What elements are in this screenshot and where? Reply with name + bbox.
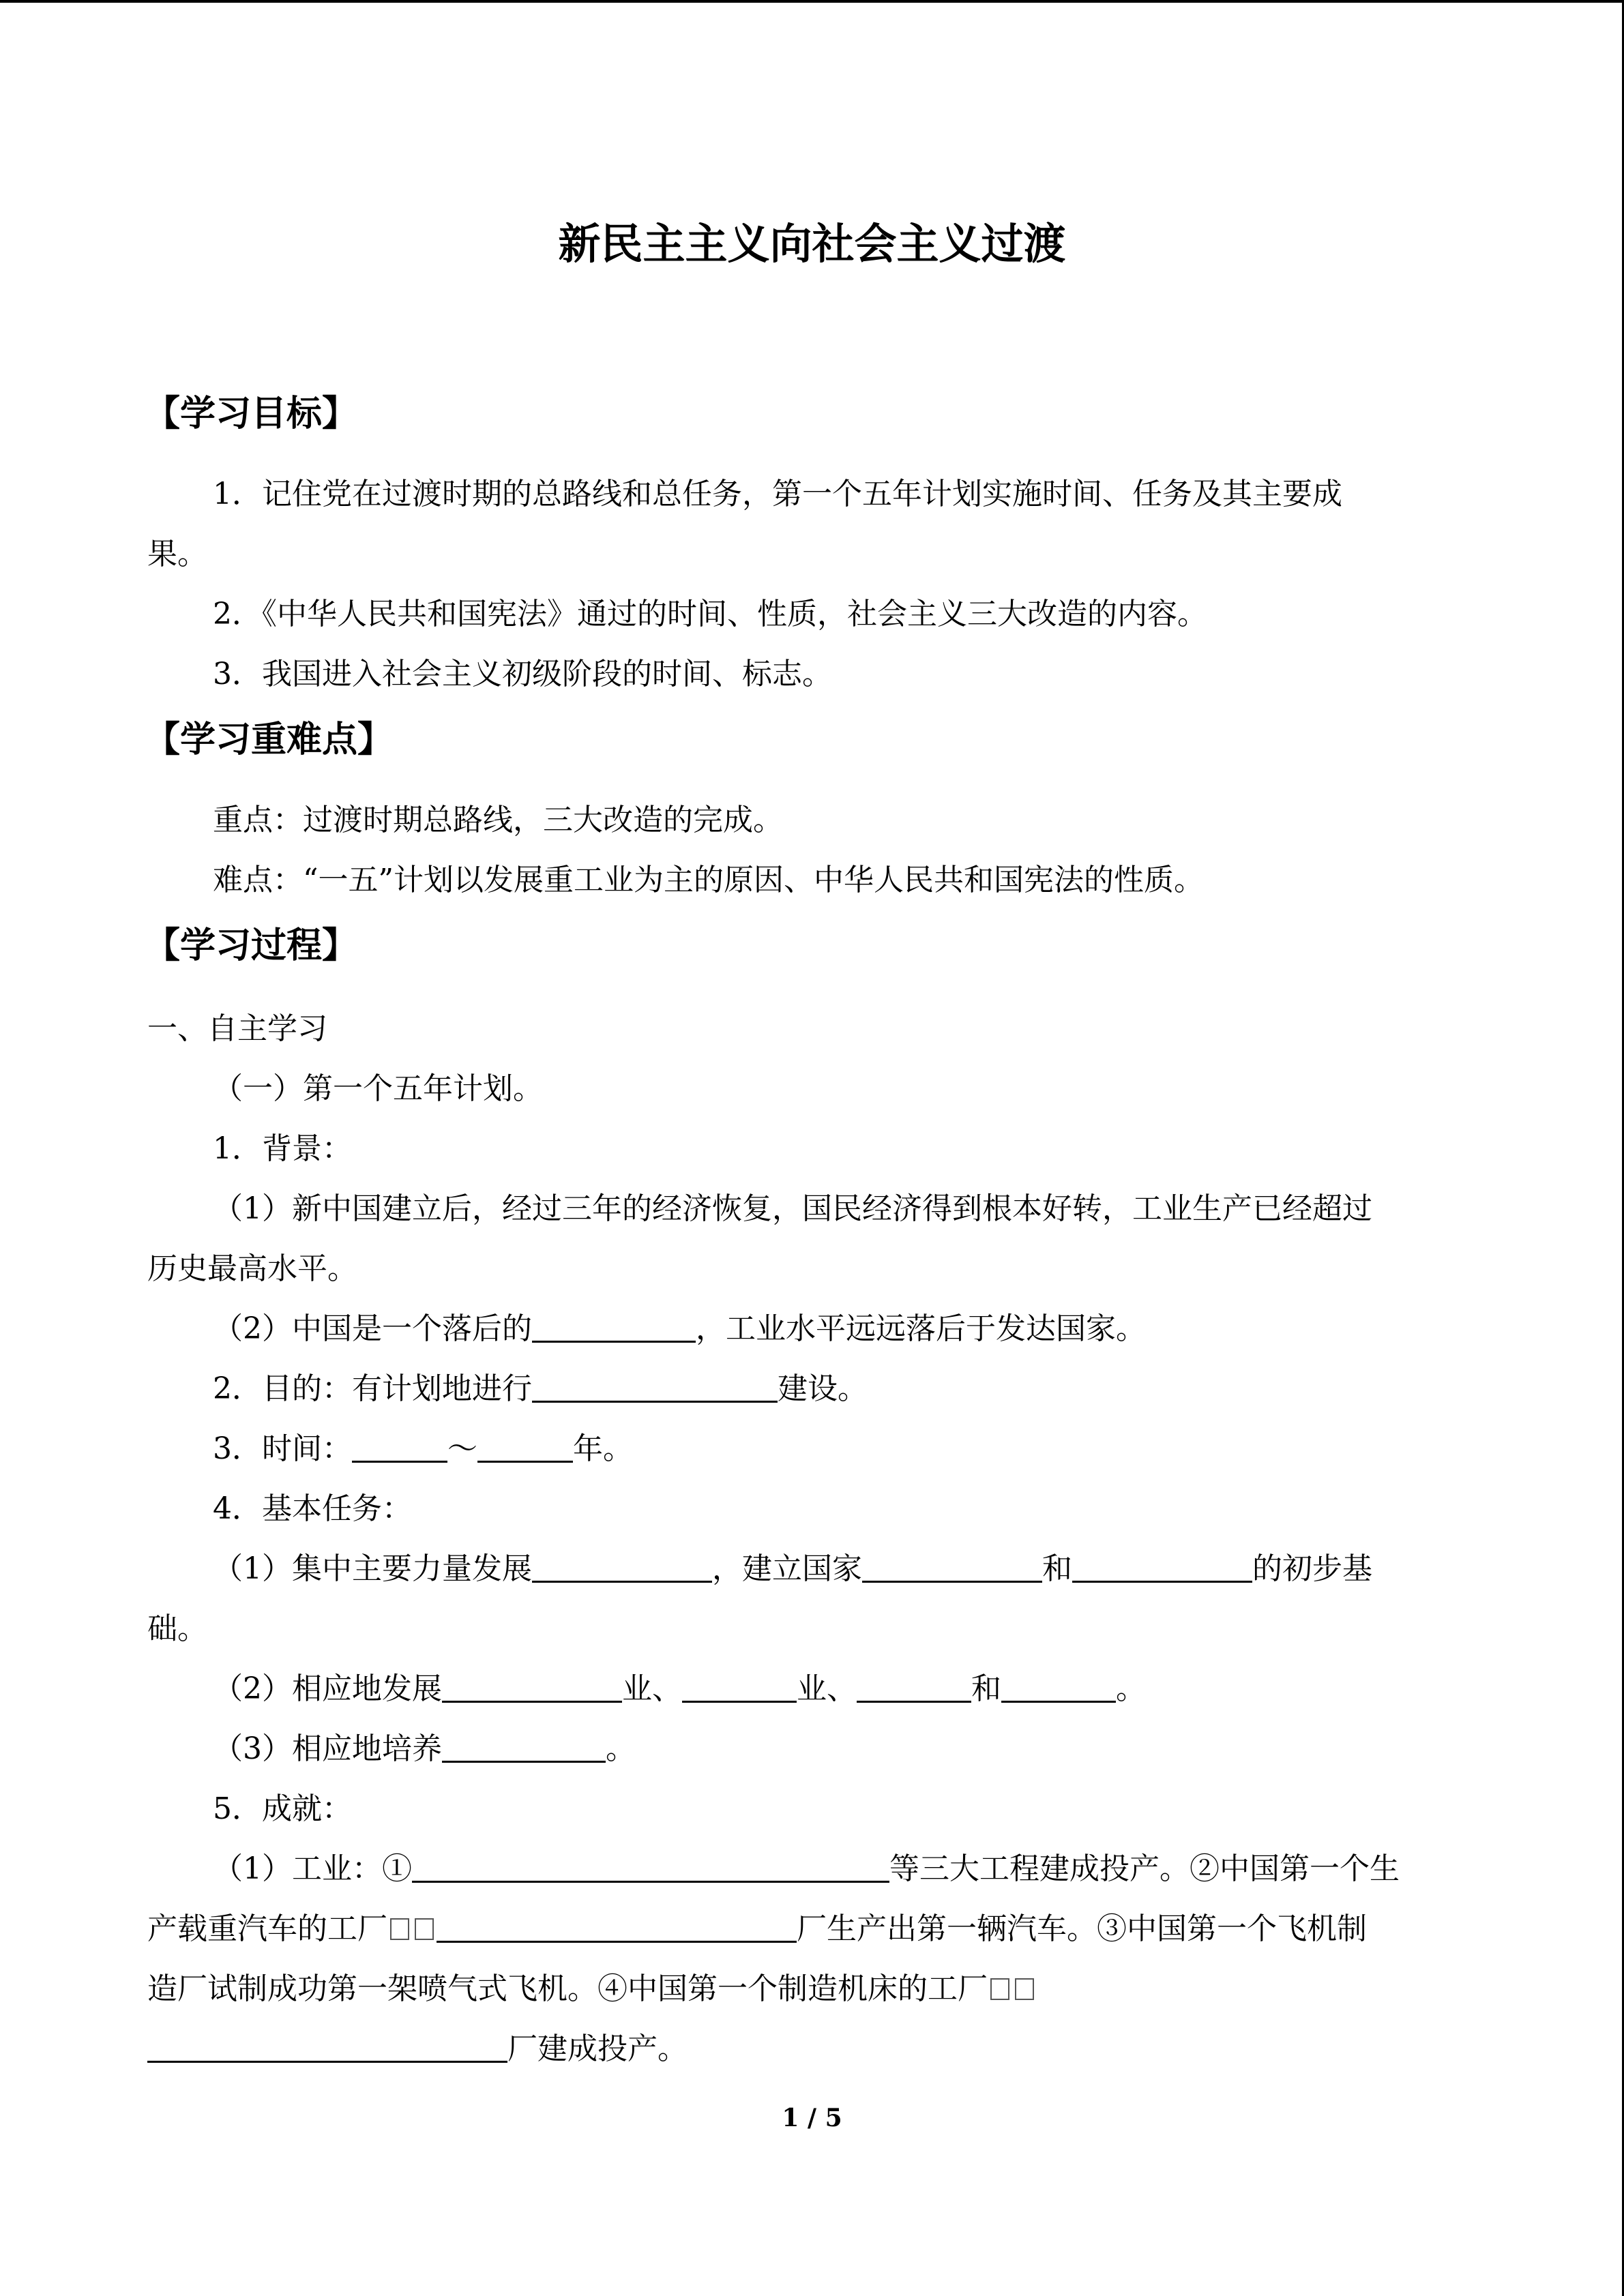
fill-blank[interactable] (437, 1911, 797, 1943)
fill-blank[interactable] (857, 1671, 971, 1703)
task-2 (213, 1669, 1146, 1710)
item-time (213, 1429, 633, 1470)
task3-text-post: 。 (606, 1731, 636, 1766)
task-1 (213, 1549, 1372, 1590)
fill-blank[interactable] (862, 1551, 1042, 1583)
fill-blank[interactable] (442, 1731, 606, 1763)
document-title: 新民主主义向社会主义过渡 (558, 219, 1066, 269)
key-point-difficulty: 难点：“一五”计划以发展重工业为主的原因、中华人民共和国宪法的性质。 (213, 863, 1204, 897)
task1-text-mid2: 和 (1042, 1551, 1072, 1586)
fill-blank[interactable] (442, 1671, 622, 1703)
fill-blank[interactable] (147, 2031, 507, 2063)
task1-text-mid1: ，建立国家 (712, 1551, 862, 1586)
task1-text-post: 的初步基 (1252, 1551, 1372, 1586)
fill-blank[interactable] (682, 1671, 797, 1703)
task2-text-s4: 。 (1116, 1671, 1146, 1706)
task3-text-pre: （3）相应地培养 (213, 1731, 442, 1766)
item-tasks: 4．基本任务： (213, 1491, 412, 1526)
achievement-3 (147, 1969, 1037, 2010)
ach2-text-post: 厂生产出第一辆汽车。③中国第一个飞机制 (797, 1911, 1367, 1946)
time-text-pre: 3．时间： (213, 1431, 352, 1466)
achievement-2 (147, 1909, 1367, 1950)
task2-text-s2: 业、 (797, 1671, 857, 1706)
goal-item-2: 2．《中华人民共和国宪法》通过的时间、性质，社会主义三大改造的内容。 (213, 597, 1207, 631)
fill-blank[interactable] (1072, 1551, 1252, 1583)
achievement-1 (213, 1849, 1400, 1890)
goal-item-1-cont: 果。 (147, 537, 207, 571)
purpose-text-pre: 2．目的：有计划地进行 (213, 1371, 532, 1406)
placeholder-box (415, 1918, 434, 1940)
ach2-text-pre: 产载重汽车的工厂 (147, 1911, 387, 1946)
heading-key-points: 【学习重难点】 (145, 719, 394, 760)
fill-blank[interactable] (477, 1431, 573, 1463)
ach4-text-post: 厂建成投产。 (507, 2031, 688, 2066)
placeholder-box (990, 1978, 1009, 2000)
background-1-cont: 历史最高水平。 (147, 1251, 357, 1286)
time-text-post: 年。 (573, 1431, 633, 1466)
purpose-text-post: 建设。 (778, 1371, 868, 1406)
item-purpose (213, 1369, 868, 1410)
task2-text-pre: （2）相应地发展 (213, 1671, 442, 1706)
goal-item-1: 1．记住党在过渡时期的总路线和总任务，第一个五年计划实施时间、任务及其主要成 (213, 477, 1342, 511)
key-point-focus: 重点：过渡时期总路线，三大改造的完成。 (213, 803, 783, 837)
fill-blank[interactable] (532, 1311, 696, 1343)
bg2-text-pre: （2）中国是一个落后的 (213, 1311, 532, 1346)
bg2-text-post: ，工业水平远远落后于发达国家。 (696, 1311, 1146, 1346)
fill-blank[interactable] (412, 1851, 889, 1883)
fill-blank[interactable] (532, 1551, 712, 1583)
placeholder-box (390, 1918, 409, 1940)
item-background: 1．背景： (213, 1131, 352, 1166)
time-text-mid: ～ (447, 1431, 477, 1466)
heading-goals: 【学习目标】 (145, 393, 358, 434)
item-achievements: 5．成就： (213, 1791, 352, 1826)
subsection-five-year-plan: （一）第一个五年计划。 (213, 1071, 543, 1106)
task2-text-s3: 和 (971, 1671, 1001, 1706)
background-1: （1）新中国建立后，经过三年的经济恢复，国民经济得到根本好转，工业生产已经超过 (213, 1191, 1372, 1226)
fill-blank[interactable] (1001, 1671, 1116, 1703)
ach1-text-post: 等三大工程建成投产。②中国第一个生 (889, 1851, 1400, 1886)
task-3 (213, 1729, 636, 1770)
task-1-cont: 础。 (147, 1611, 207, 1646)
goal-item-3: 3．我国进入社会主义初级阶段的时间、标志。 (213, 657, 832, 691)
task2-text-s1: 业、 (622, 1671, 682, 1706)
fill-blank[interactable] (352, 1431, 447, 1463)
fill-blank[interactable] (532, 1371, 778, 1403)
ach1-text-pre: （1）工业：① (213, 1851, 412, 1886)
page-number: 1 / 5 (782, 2104, 842, 2132)
heading-process: 【学习过程】 (145, 925, 358, 966)
achievement-4 (147, 2029, 688, 2070)
section-self-study: 一、自主学习 (147, 1011, 327, 1046)
background-2 (213, 1309, 1146, 1350)
ach3-text: 造厂试制成功第一架喷气式飞机。④中国第一个制造机床的工厂 (147, 1971, 988, 2006)
task1-text-pre: （1）集中主要力量发展 (213, 1551, 532, 1586)
placeholder-box (1015, 1978, 1034, 2000)
